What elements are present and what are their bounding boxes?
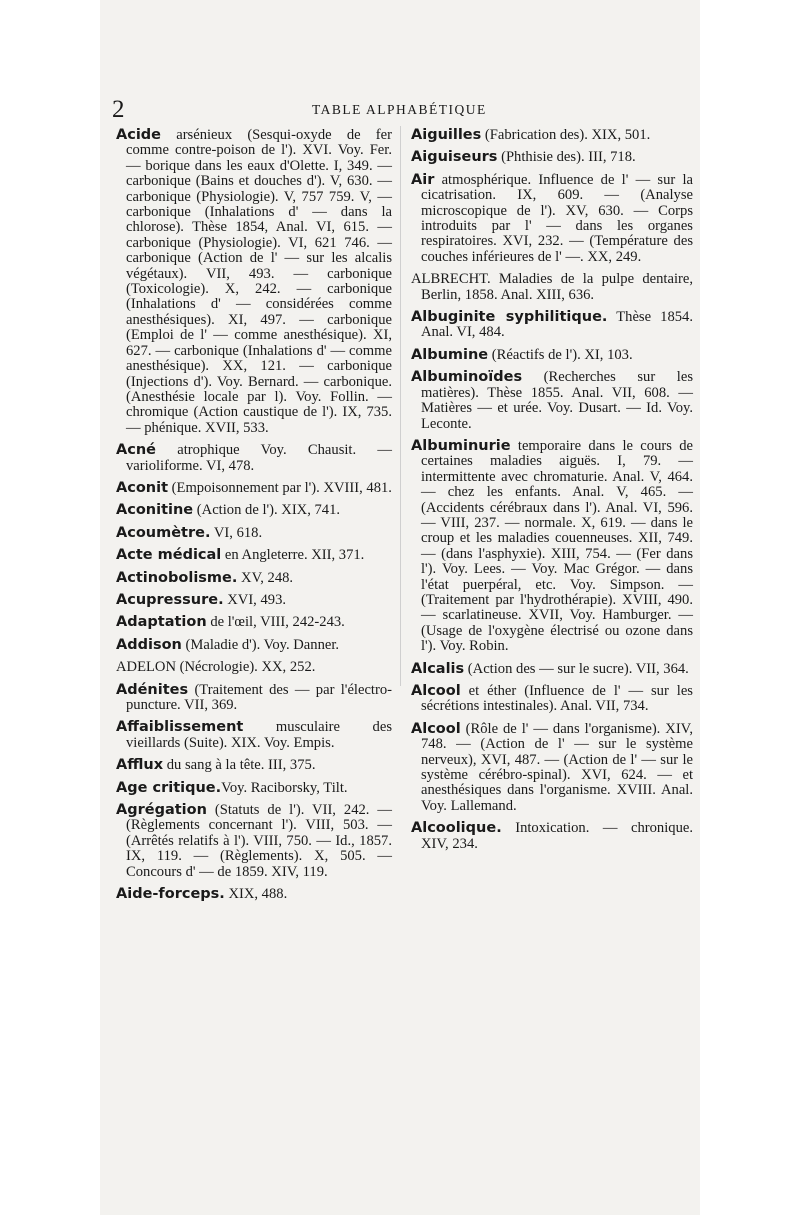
entry-text: (Empoisonnement par l'). XVIII, 481.	[168, 479, 392, 496]
entry-text: (Maladie d'). Voy. Danner.	[181, 636, 340, 653]
page-number: 2	[112, 96, 125, 123]
entry-headword: Albuginite syphilitique.	[411, 309, 608, 326]
entry-headword: Albuminoïdes	[411, 369, 523, 386]
entry-text: Intoxication. — chronique. XIV, 234.	[421, 820, 693, 852]
index-entry	[411, 128, 693, 143]
entry-headword: Addison	[116, 636, 182, 653]
entry-text: (Phthisie des). III, 718.	[497, 149, 636, 166]
entry-text: atrophique Voy. Chausit. — varioliforme. VI, 478.	[126, 442, 392, 474]
entry-headword: Aide-forceps.	[116, 886, 225, 903]
entry-text: (Statuts de l'). VII, 242. — (Règlements concernant l'). VIII, 503. — (Arrêtés relatifs à l'). VIII, 750. — Id., 1857. IX, 119. — (Règlements). X, 505. — Concours d' — de 1859. XIV, 119.	[126, 802, 392, 880]
index-entry	[116, 660, 392, 675]
entry-headword: Air	[411, 171, 435, 188]
entry-headword: Affaiblissement	[116, 719, 244, 736]
index-entry	[116, 638, 392, 653]
entry-text: (Réactifs de l'). XI, 103.	[488, 346, 633, 363]
entry-text: ADELON (Nécrologie). XX, 252.	[116, 659, 316, 676]
index-entry	[116, 803, 392, 880]
entry-headword: Aiguilles	[411, 127, 482, 143]
entry-headword: Adénites	[116, 681, 189, 698]
index-entry	[116, 758, 392, 773]
index-entry	[411, 722, 693, 814]
entry-headword: Acné	[116, 442, 156, 459]
entry-text: Thèse 1854. Anal. VI, 484.	[421, 309, 693, 341]
index-entry	[116, 443, 392, 474]
index-entry	[411, 150, 693, 165]
entry-text: XVI, 493.	[223, 591, 287, 608]
entry-text: Voy. Raciborsky, Tilt.	[221, 779, 348, 796]
index-entry	[116, 481, 392, 496]
entry-headword: Aconitine	[116, 502, 194, 519]
page-header	[112, 96, 702, 123]
entry-text: VI, 618.	[210, 524, 263, 541]
entry-headword: Aconit	[116, 479, 169, 496]
index-entry	[116, 503, 392, 518]
right-column	[411, 128, 693, 859]
index-entry	[116, 593, 392, 608]
entry-text: XIX, 488.	[224, 886, 288, 903]
index-entry	[411, 370, 693, 432]
index-entry	[411, 821, 693, 852]
entry-text: atmosphérique. Influence de l' — sur la cicatrisation. IX, 609. — (Analyse microscopique de l'). XV, 630. — Corps introduits par l' — dans les organes respiratoires. XVI, 232. — (Température des couches inférieures de l' —. XX, 249.	[421, 171, 693, 265]
index-entry	[116, 128, 392, 436]
entry-text: temporaire dans le cours de certaines maladies aiguës. I, 79. — intermittente avec chromaturie. Anal. V, 464. — chez les enfants. Anal. V, 465. — (Accidents cérébraux dans l'). Anal. VI, 596. — VIII, 237. — normale. X, 619. — dans le croup et les maladies couenneuses. XII, 749. — (dans l'asphyxie). XIII, 754. — (Fer dans l'). Voy. Lees. — Voy. Mac Grégor. — dans l'état puerpéral, etc. Voy. Simpson. — (Traitement par l'hydrothérapie). XVIII, 490. — scarlatineuse. XVII, Voy. Hamburger. — (Usage de l'oxygène électrisé ou ozone dans l'). Voy. Robin.	[421, 437, 693, 655]
entry-headword: Acide	[116, 127, 162, 143]
entry-text: (Traitement des — par l'électro-puncture. VII, 369.	[126, 681, 392, 713]
index-entry	[116, 615, 392, 630]
entry-text: de l'œil, VIII, 242-243.	[206, 614, 345, 631]
entry-headword: Alcoolique.	[411, 820, 502, 837]
entry-text: (Fabrication des). XIX, 501.	[481, 127, 651, 143]
index-entry	[411, 173, 693, 265]
index-entry	[411, 439, 693, 655]
column-divider	[400, 126, 401, 686]
entry-text: (Action de l'). XIX, 741.	[193, 502, 341, 519]
index-entry	[116, 548, 392, 563]
entry-text: (Rôle de l' — dans l'organisme). XIV, 748. — (Action de l' — sur le système nerveux), XVI, 487. — (Action de l' — sur le système cérébro-spinal). XVI, 624. — et anesthésiques dans l'organisme. XVIII. Anal. Voy. Lallemand.	[421, 720, 693, 814]
entry-headword: Actinobolisme.	[116, 569, 238, 586]
index-entry	[116, 526, 392, 541]
entry-text: arsénieux (Sesqui-oxyde de fer comme contre-poison de l'). XVI. Voy. Fer. — borique dans les eaux d'Olette. I, 349. — carbonique (Bains et douches d'). V, 630. — carbonique (Physiologie). V, 757 759. V, — carbonique (Inhalations d' — dans la chlorose). Thèse 1854, Anal. VI, 615. — carbonique (Physiologie). VI, 621 746. — carbonique (Action de l' — sur les alcalis végétaux). VII, 493. — carbonique (Toxicologie). X, 242. — carbonique (Inhalations d' — considérées comme anesthésiques). XI, 497. — carbonique (Emploi de l' — comme anesthésique). XI, 627. — carbonique (Inhalations d' — comme anesthésique). XX, 121. — carbonique (Injections d'). Voy. Bernard. — carbonique. (Anesthésie locale par l). Voy. Follin. — chromique (Action caustique de l'). IX, 735. — phénique. XVII, 533.	[126, 127, 392, 436]
entry-text: (Recherches sur les matières). Thèse 1855. Anal. VII, 608. — Matières — et urée. Voy. Dusart. — Id. Voy. Leconte.	[421, 369, 693, 432]
entry-headword: Acupressure.	[116, 591, 224, 608]
entry-text: XV, 248.	[237, 569, 294, 586]
entry-headword: Albuminurie	[411, 437, 511, 454]
entry-headword: Age critique.	[116, 779, 222, 796]
entry-headword: Albumine	[411, 346, 489, 363]
entry-headword: Alcool	[411, 683, 461, 699]
entry-headword: Aiguiseurs	[411, 149, 498, 166]
entry-headword: Acoumètre.	[116, 524, 211, 541]
entry-text: en Angleterre. XII, 371.	[221, 547, 365, 564]
entry-text: du sang à la tête. III, 375.	[163, 757, 316, 774]
index-entry	[116, 781, 392, 796]
entry-headword: Alcool	[411, 720, 461, 737]
index-entry	[116, 887, 392, 902]
entry-headword: Agrégation	[116, 802, 207, 819]
index-entry	[411, 272, 693, 303]
index-entry	[411, 684, 693, 715]
entry-headword: Afflux	[116, 757, 164, 774]
entry-text: musculaire des vieillards (Suite). XIX. Voy. Empis.	[126, 719, 392, 751]
entry-text: (Action des — sur le sucre). VII, 364.	[464, 660, 689, 677]
running-title: TABLE ALPHABÉTIQUE	[312, 102, 487, 117]
entry-text: ALBRECHT. Maladies de la pulpe dentaire, Berlin, 1858. Anal. XIII, 636.	[411, 271, 693, 303]
entry-headword: Acte médical	[116, 547, 222, 564]
entry-text: et éther (Influence de l' — sur les sécrétions intestinales). Anal. VII, 734.	[421, 683, 693, 715]
entry-headword: Adaptation	[116, 614, 207, 631]
index-entry	[411, 348, 693, 363]
entry-headword: Alcalis	[411, 660, 465, 677]
index-entry	[411, 662, 693, 677]
index-entry	[411, 310, 693, 341]
left-column	[116, 128, 392, 909]
index-entry	[116, 571, 392, 586]
index-entry	[116, 720, 392, 751]
index-entry	[116, 683, 392, 714]
